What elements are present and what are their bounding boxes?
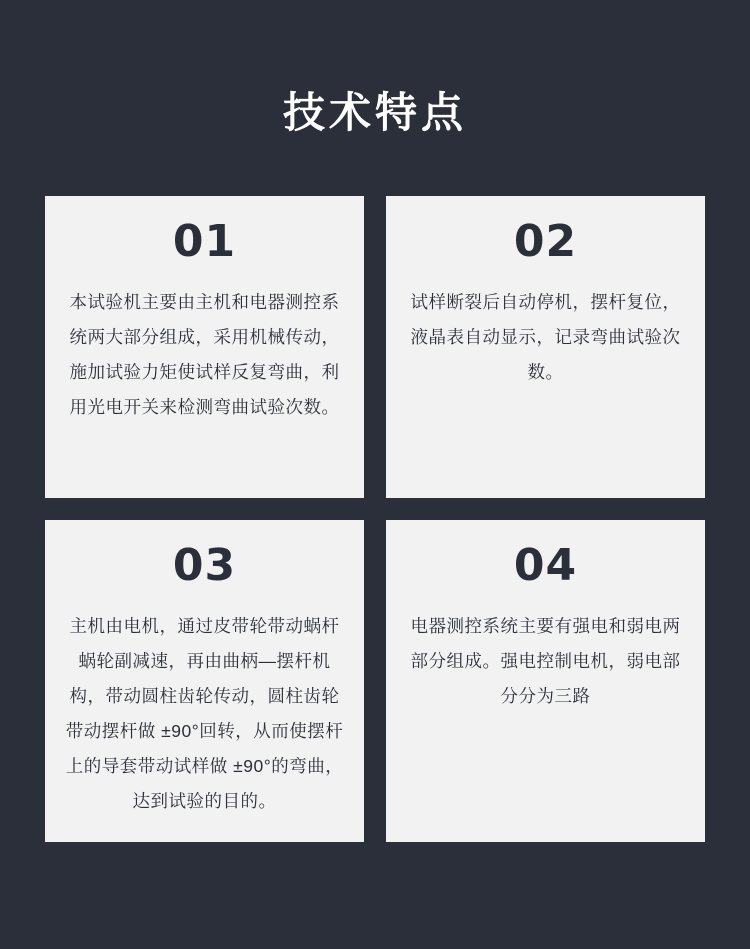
card-number: 04 xyxy=(513,540,578,592)
feature-card xyxy=(386,196,705,498)
card-description: 试样断裂后自动停机，摆杆复位，液晶表自动显示，记录弯曲试验次数。 xyxy=(410,291,681,382)
card-number: 01 xyxy=(172,216,237,268)
card-description: 本试验机主要由主机和电器测控系统两大部分组成，采用机械传动，施加试验力矩使试样反复弯曲，利用光电开关来检测弯曲试验次数。 xyxy=(69,291,340,417)
card-description: 电器测控系统主要有强电和弱电两部分组成。强电控制电机，弱电部分分为三路 xyxy=(410,615,681,706)
feature-cards-grid xyxy=(0,196,750,842)
feature-card xyxy=(45,196,364,498)
card-number: 02 xyxy=(513,216,578,268)
card-description: 主机由电机，通过皮带轮带动蜗杆蜗轮副减速，再由曲柄—摆杆机构，带动圆柱齿轮传动，圆柱齿轮带动摆杆做 ±90°回转，从而使摆杆上的导套带动试样做 ±90°的弯曲，达到试验的目的。 xyxy=(65,615,344,811)
feature-card xyxy=(386,520,705,842)
card-number: 03 xyxy=(172,540,237,592)
feature-card xyxy=(45,520,364,842)
page-title: 技术特点 xyxy=(282,89,467,136)
